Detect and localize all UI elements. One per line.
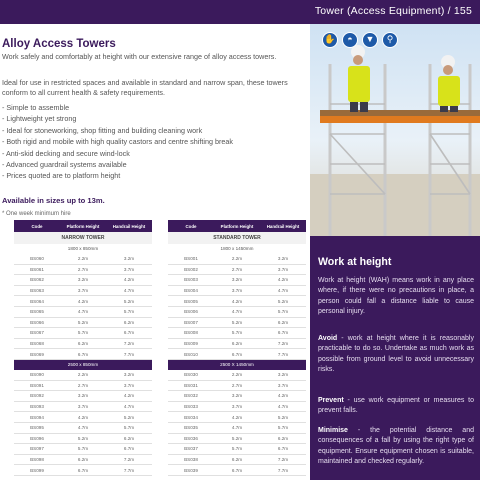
platform-height: 3.7m [77,288,89,294]
product-code: BS033 [184,404,198,410]
gloves-icon: ✋ [322,32,338,48]
table-title: NARROW TOWER [14,232,152,244]
platform-height: 2.7m [231,382,243,388]
table-row [168,402,306,413]
product-code: BS069 [30,351,44,357]
platform-height: 4.7m [77,425,89,431]
feature-item: - Prices quoted are to platform height [2,171,121,181]
panel-heading: Work at height [318,256,392,268]
wah-definition: Work at height (WAH) means work in any place where, if there were no precautions in place, a person could fall a distance liable to cause personal injury. [318,277,474,316]
product-code: BS064 [30,298,44,304]
handrail-height: 3.7m [123,266,135,272]
handrail-height: 5.2m [277,414,289,420]
prevent-label: Prevent [318,397,344,404]
intro-paragraph-1: Work safely and comfortably at height with our extensive range of alloy access towers. [2,52,277,61]
feature-item: - Both rigid and mobile with high quality castors and centre shifting break [2,137,233,147]
handrail-height: 4.7m [123,404,135,410]
product-code: BS063 [30,288,44,294]
product-code: BS068 [30,341,44,347]
table-row [14,391,152,402]
product-code: BS032 [184,393,198,399]
tower-photo [310,24,480,236]
handrail-height: 6.2m [277,319,289,325]
handrail-height: 4.7m [277,288,289,294]
avoid-label: Avoid [318,335,338,342]
handrail-height: 6.7m [277,446,289,452]
table-row [168,275,306,286]
handrail-height: 4.2m [123,393,135,399]
product-code: BS097 [30,446,44,452]
product-code: BS038 [184,456,198,462]
prevent-paragraph [318,396,474,417]
platform-height: 5.2m [231,319,243,325]
handrail-height: 7.7m [123,467,135,473]
narrow-tower-table [14,220,152,476]
platform-height: 3.2m [231,277,243,283]
product-code: BS090 [30,372,44,378]
platform-height: 5.2m [231,435,243,441]
product-code: BS062 [30,277,44,283]
minimise-label: Minimise [318,427,348,434]
product-code: BS003 [184,277,198,283]
prevent-text: - use work equipment or measures to prevent falls. [318,397,474,415]
column-header: Handrail Height [266,223,300,229]
table-row [14,286,152,297]
table-title: STANDARD TOWER [168,232,306,244]
table-row [14,339,152,350]
handrail-height: 5.7m [277,425,289,431]
platform-height: 6.2m [231,341,243,347]
feature-item: - Anti-skid decking and secure wind-lock [2,148,130,158]
handrail-height: 7.7m [123,351,135,357]
product-code: BS008 [184,330,198,336]
column-header: Code [31,223,43,229]
product-code: BS031 [184,382,198,388]
platform-height: 4.2m [77,414,89,420]
handrail-height: 5.2m [123,414,135,420]
platform-height: 3.7m [77,404,89,410]
table-row [14,265,152,276]
platform-height: 5.7m [231,446,243,452]
product-code: BS091 [30,382,44,388]
platform-height: 2.7m [231,266,243,272]
feature-item: - Advanced guardrail systems available [2,160,127,170]
handrail-height: 6.2m [277,435,289,441]
avoid-paragraph [318,334,474,376]
table-row [14,349,152,360]
product-code: BS001 [184,256,198,262]
feature-item: - Ideal for stoneworking, shop fitting and building cleaning work [2,125,203,135]
hire-note: * One week minimum hire [2,211,71,217]
page-title: Tower (Access Equipment) / 155 [314,5,472,17]
platform-height: 6.2m [77,456,89,462]
harness-icon: ⚲ [382,32,398,48]
product-code: BS039 [184,467,198,473]
table-row [14,402,152,413]
table-row [168,465,306,476]
handrail-height: 7.2m [277,456,289,462]
handrail-height: 6.7m [277,330,289,336]
platform-height: 5.7m [77,330,89,336]
size-group-label: 2500 X 1450mm [168,360,306,370]
product-code: BS092 [30,393,44,399]
table-row [168,455,306,466]
handrail-height: 7.7m [277,467,289,473]
tower-illustration [310,24,480,236]
size-group-label: 1800 x 850mm [14,244,152,254]
product-code: BS037 [184,446,198,452]
handrail-height: 6.7m [123,330,135,336]
platform-height: 3.2m [231,393,243,399]
feature-item: - Lightweight yet strong [2,114,77,124]
intro-paragraph-2: Ideal for use in restricted spaces and available in standard and narrow span, these towers conform to all current health & safety requirements. [2,78,288,97]
table-row [168,307,306,318]
platform-height: 3.2m [77,393,89,399]
product-code: BS035 [184,425,198,431]
product-code: BS010 [184,351,198,357]
table-row [168,370,306,381]
platform-height: 4.7m [231,309,243,315]
platform-height: 3.7m [231,288,243,294]
product-code: BS036 [184,435,198,441]
section-heading: Alloy Access Towers [2,38,116,50]
table-row [168,296,306,307]
handrail-height: 6.2m [123,319,135,325]
platform-height: 2.2m [231,372,243,378]
table-row [168,265,306,276]
handrail-height: 3.2m [123,372,135,378]
platform-height: 6.7m [77,351,89,357]
standard-tower-table [168,220,306,476]
handrail-height: 3.2m [123,256,135,262]
platform-height: 4.2m [231,414,243,420]
product-code: BS004 [184,288,198,294]
product-code: BS095 [30,425,44,431]
handrail-height: 3.7m [277,266,289,272]
handrail-height: 7.2m [123,456,135,462]
platform-height: 2.7m [77,266,89,272]
table-body [14,370,152,476]
table-row [14,455,152,466]
handrail-height: 5.2m [277,298,289,304]
handrail-height: 5.7m [277,309,289,315]
platform-height: 4.7m [231,425,243,431]
handrail-height: 7.7m [277,351,289,357]
platform-height: 6.7m [77,467,89,473]
table-row [168,254,306,265]
handrail-height: 5.2m [123,298,135,304]
product-code: BS096 [30,435,44,441]
table-header [168,220,306,232]
platform-height: 6.2m [77,341,89,347]
avoid-text: - work at height where it is reasonably practicable to do so. Undertake as much work as possible from ground level to avoid unnecessary risks. [318,335,474,374]
platform-height: 2.7m [77,382,89,388]
minimise-text: - the potential distance and consequences of a fall by using the right type of equipment. Ensure equipment chosen is suitable, maintained and checked regularly. [318,427,474,466]
hi-vis-vest-icon: ▼ [362,32,378,48]
handrail-height: 4.7m [123,288,135,294]
table-row [14,434,152,445]
handrail-height: 4.2m [277,393,289,399]
table-row [14,318,152,329]
platform-height: 5.2m [77,319,89,325]
table-body [168,370,306,476]
hard-hat-icon: ◓ [342,32,358,48]
product-code: BS005 [184,298,198,304]
table-body [168,254,306,360]
handrail-height: 6.7m [123,446,135,452]
product-code: BS060 [30,256,44,262]
platform-height: 6.7m [231,351,243,357]
ppe-icon-row [322,32,398,48]
table-row [168,328,306,339]
feature-item: - Simple to assemble [2,103,70,112]
handrail-height: 4.2m [123,277,135,283]
product-code: BS030 [184,372,198,378]
table-row [168,423,306,434]
table-row [14,444,152,455]
platform-height: 5.7m [77,446,89,452]
feature-list [2,102,302,182]
product-code: BS065 [30,309,44,315]
handrail-height: 7.2m [277,341,289,347]
platform-height: 2.2m [231,256,243,262]
handrail-height: 3.7m [123,382,135,388]
sizes-note: Available in sizes up to 13m. [2,196,105,205]
platform-height: 5.2m [77,435,89,441]
handrail-height: 3.2m [277,256,289,262]
table-row [168,412,306,423]
platform-height: 4.2m [231,298,243,304]
table-row [14,465,152,476]
platform-height: 6.2m [231,456,243,462]
column-header: Platform Height [220,223,254,229]
product-code: BS066 [30,319,44,325]
product-code: BS099 [30,467,44,473]
table-row [14,296,152,307]
product-code: BS007 [184,319,198,325]
table-row [14,412,152,423]
platform-height: 3.2m [77,277,89,283]
table-header [14,220,152,232]
column-header: Code [185,223,197,229]
platform-height: 2.2m [77,256,89,262]
table-row [168,444,306,455]
table-row [14,254,152,265]
column-header: Platform Height [66,223,100,229]
table-row [14,423,152,434]
platform-height: 2.2m [77,372,89,378]
product-code: BS009 [184,341,198,347]
table-row [168,391,306,402]
table-row [168,381,306,392]
minimise-paragraph [318,426,474,468]
platform-height: 3.7m [231,404,243,410]
product-code: BS034 [184,414,198,420]
platform-height: 5.7m [231,330,243,336]
column-header: Handrail Height [112,223,146,229]
table-row [168,286,306,297]
handrail-height: 5.7m [123,425,135,431]
table-row [14,328,152,339]
table-row [168,349,306,360]
platform-height: 4.2m [77,298,89,304]
product-code: BS006 [184,309,198,315]
handrail-height: 4.2m [277,277,289,283]
work-at-height-panel [310,236,480,480]
handrail-height: 3.2m [277,372,289,378]
handrail-height: 5.7m [123,309,135,315]
product-code: BS061 [30,266,44,272]
product-code: BS093 [30,404,44,410]
handrail-height: 4.7m [277,404,289,410]
table-row [14,370,152,381]
table-row [168,339,306,350]
table-row [14,275,152,286]
platform-height: 4.7m [77,309,89,315]
table-body [14,254,152,360]
table-row [14,381,152,392]
table-row [168,434,306,445]
table-row [14,307,152,318]
product-code: BS098 [30,456,44,462]
size-group-label: 1800 x 1450mm [168,244,306,254]
product-code: BS094 [30,414,44,420]
product-code: BS002 [184,266,198,272]
size-group-label: 2500 x 850mm [14,360,152,370]
platform-height: 6.7m [231,467,243,473]
handrail-height: 6.2m [123,435,135,441]
table-row [168,318,306,329]
product-code: BS067 [30,330,44,336]
handrail-height: 7.2m [123,341,135,347]
handrail-height: 3.7m [277,382,289,388]
